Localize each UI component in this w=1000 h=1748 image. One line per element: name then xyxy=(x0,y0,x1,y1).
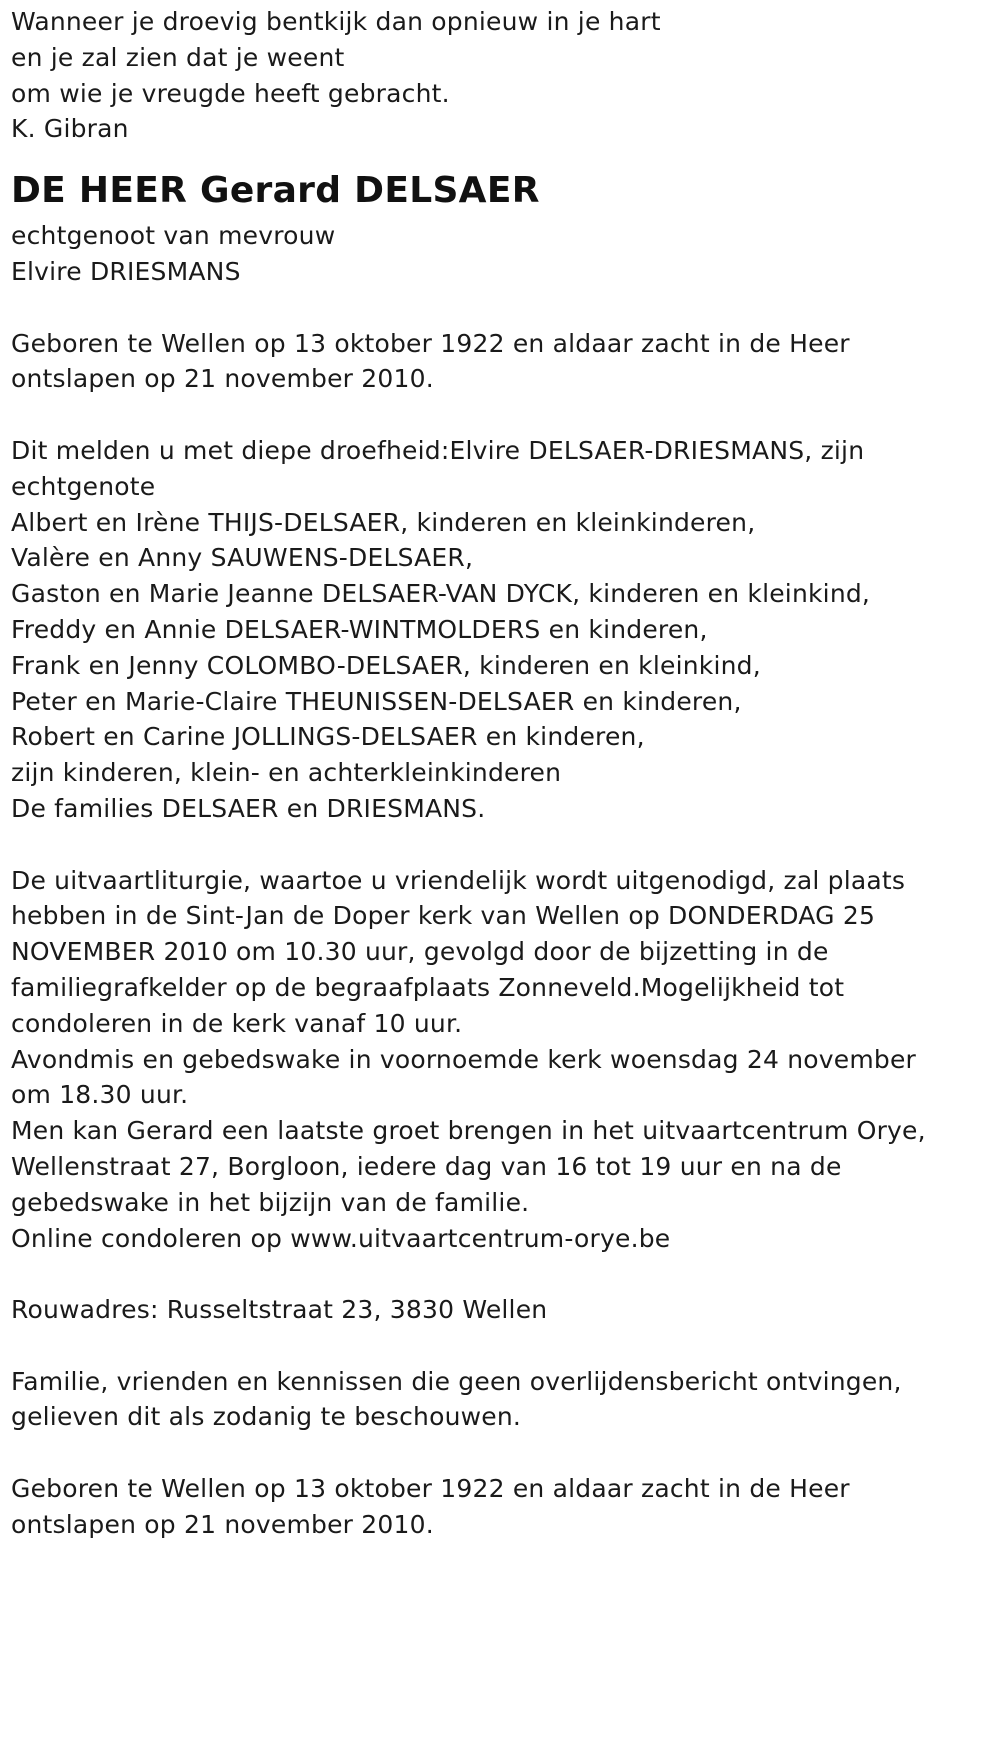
notice-paragraph xyxy=(11,1364,991,1436)
poem xyxy=(11,4,991,147)
notice-line: gelieven dit als zodanig te beschouwen. xyxy=(11,1402,522,1432)
announcer-line: Peter en Marie-Claire THEUNISSEN-DELSAER en kinderen, xyxy=(11,686,742,716)
funeral-line: NOVEMBER 2010 om 10.30 uur, gevolgd door de bijzetting in de xyxy=(11,937,829,967)
spacer xyxy=(11,397,991,433)
funeral-line: condoleren in de kerk vanaf 10 uur. xyxy=(11,1008,463,1038)
funeral-line: hebben in de Sint-Jan de Doper kerk van Wellen op DONDERDAG 25 xyxy=(11,901,876,931)
poem-author: K. Gibran xyxy=(11,114,129,144)
announcer-line: Freddy en Annie DELSAER-WINTMOLDERS en kinderen, xyxy=(11,614,708,644)
birth-death-repeat-paragraph xyxy=(11,1471,991,1543)
notice-line: Familie, vrienden en kennissen die geen overlijdensbericht ontvingen, xyxy=(11,1366,902,1396)
spacer xyxy=(11,1435,991,1471)
paragraph-line: Geboren te Wellen op 13 oktober 1922 en aldaar zacht in de Heer xyxy=(11,1474,850,1504)
funeral-line: Wellenstraat 27, Borgloon, iedere dag van 16 tot 19 uur en na de xyxy=(11,1151,842,1181)
mourning-address: Rouwadres: Russeltstraat 23, 3830 Wellen xyxy=(11,1295,548,1325)
funeral-line: Avondmis en gebedswake in voornoemde kerk woensdag 24 november xyxy=(11,1044,917,1074)
paragraph-line: ontslapen op 21 november 2010. xyxy=(11,1509,434,1539)
obituary-document xyxy=(11,4,991,1543)
spacer xyxy=(11,290,991,326)
announcer-line: Valère en Anny SAUWENS-DELSAER, xyxy=(11,543,474,573)
announcers-paragraph xyxy=(11,433,991,827)
paragraph-line: ontslapen op 21 november 2010. xyxy=(11,364,434,394)
announcer-line: De families DELSAER en DRIESMANS. xyxy=(11,793,486,823)
funeral-line: De uitvaartliturgie, waartoe u vriendelijk wordt uitgenodigd, zal plaats xyxy=(11,865,906,895)
online-condolence-label: Online condoleren op xyxy=(11,1223,291,1253)
announcer-line: Dit melden u met diepe droefheid:Elvire DELSAER-DRIESMANS, zijn xyxy=(11,435,865,465)
poem-line: en je zal zien dat je weent xyxy=(11,42,345,72)
funeral-paragraph xyxy=(11,863,991,1257)
spouse-line: echtgenoot van mevrouw xyxy=(11,221,336,251)
deceased-name: DE HEER Gerard DELSAER xyxy=(11,170,540,212)
birth-death-paragraph xyxy=(11,326,991,398)
spacer xyxy=(11,1328,991,1364)
funeral-line: om 18.30 uur. xyxy=(11,1080,189,1110)
spouse-name: Elvire DRIESMANS xyxy=(11,256,241,286)
spacer xyxy=(11,1256,991,1292)
paragraph-line: Geboren te Wellen op 13 oktober 1922 en aldaar zacht in de Heer xyxy=(11,328,850,358)
online-condolence-line xyxy=(11,1221,991,1257)
spacer xyxy=(11,827,991,863)
announcer-line: Robert en Carine JOLLINGS-DELSAER en kinderen, xyxy=(11,722,645,752)
funeral-line: familiegrafkelder op de begraafplaats Zonneveld.Mogelijkheid tot xyxy=(11,972,845,1002)
online-condolence-url: www.uitvaartcentrum-orye.be xyxy=(290,1223,671,1253)
funeral-line: Men kan Gerard een laatste groet brengen in het uitvaartcentrum Orye, xyxy=(11,1116,926,1146)
poem-line: Wanneer je droevig bentkijk dan opnieuw in je hart xyxy=(11,7,661,36)
announcer-line: Gaston en Marie Jeanne DELSAER-VAN DYCK, kinderen en kleinkind, xyxy=(11,579,871,609)
announcer-line: Frank en Jenny COLOMBO-DELSAER, kinderen en kleinkind, xyxy=(11,650,761,680)
announcer-line: Albert en Irène THIJS-DELSAER, kinderen en kleinkinderen, xyxy=(11,507,756,537)
announcer-line: echtgenote xyxy=(11,471,156,501)
announcer-line: zijn kinderen, klein- en achterkleinkinderen xyxy=(11,758,562,788)
funeral-line: gebedswake in het bijzijn van de familie. xyxy=(11,1187,530,1217)
poem-line: om wie je vreugde heeft gebracht. xyxy=(11,78,450,108)
